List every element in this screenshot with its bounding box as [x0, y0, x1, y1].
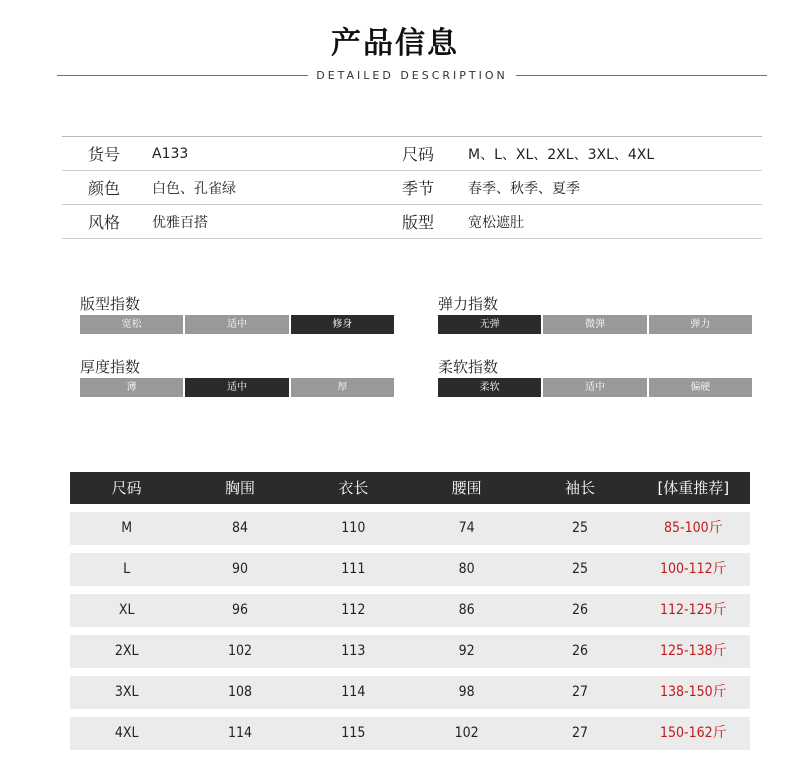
- fit-index-title: 版型指数: [80, 295, 141, 313]
- softness-option: 偏硬: [649, 378, 752, 397]
- table-cell: 115: [341, 725, 366, 741]
- elastic-index-title: 弹力指数: [438, 295, 499, 313]
- table-cell: 84: [231, 520, 248, 536]
- table-cell: 98: [458, 684, 475, 700]
- info-row: [62, 137, 762, 171]
- table-cell: 92: [458, 643, 475, 659]
- header-cell: 腰围: [451, 479, 482, 497]
- table-cell: 25: [571, 561, 588, 577]
- table-cell: 125-138斤: [659, 643, 727, 659]
- table-row: [70, 676, 750, 709]
- table-cell: 112: [341, 602, 366, 618]
- table-cell: 4XL: [114, 725, 139, 741]
- header-cell: 尺码: [111, 479, 142, 497]
- subtitle: DETAILED DESCRIPTION: [316, 68, 508, 82]
- table-cell: 26: [571, 643, 588, 659]
- elastic-option: 弹力: [649, 315, 752, 334]
- table-cell: 96: [231, 602, 248, 618]
- table-row: [70, 594, 750, 627]
- fit-index-bar: [80, 315, 394, 334]
- table-cell: 102: [454, 725, 479, 741]
- fit-option: 修身: [291, 315, 394, 334]
- table-cell: 27: [571, 725, 588, 741]
- info-label: 颜色: [88, 179, 121, 198]
- info-row: [62, 205, 762, 239]
- divider-left: [57, 75, 308, 76]
- table-cell: 3XL: [114, 684, 139, 700]
- info-row: [62, 171, 762, 205]
- info-cell: [62, 176, 402, 199]
- thickness-index-title: 厚度指数: [80, 358, 141, 376]
- info-label: 季节: [402, 179, 435, 198]
- elastic-index: [438, 293, 752, 334]
- table-cell: L: [123, 561, 131, 577]
- info-value: 宽松遮肚: [468, 214, 524, 231]
- table-cell: 113: [341, 643, 366, 659]
- info-label: 版型: [402, 213, 435, 232]
- info-cell: [62, 210, 402, 233]
- elastic-option: 无弹: [438, 315, 541, 334]
- info-value: M、L、XL、2XL、3XL、4XL: [468, 146, 655, 163]
- softness-option: 适中: [543, 378, 646, 397]
- softness-index: [438, 356, 752, 397]
- thickness-index-bar: [80, 378, 394, 397]
- thickness-index: [80, 356, 394, 397]
- table-cell: 100-112斤: [659, 561, 727, 577]
- info-value: A133: [152, 145, 189, 162]
- table-cell: M: [121, 520, 133, 536]
- thickness-option: 薄: [80, 378, 183, 397]
- table-cell: 138-150斤: [659, 684, 727, 700]
- table-row: [70, 553, 750, 586]
- table-cell: 114: [227, 725, 253, 741]
- table-row: [70, 635, 750, 668]
- page-title: 产品信息: [331, 26, 459, 61]
- table-cell: 26: [571, 602, 588, 618]
- fit-option: 宽松: [80, 315, 183, 334]
- table-cell: 114: [341, 684, 366, 700]
- header-cell: 袖长: [564, 479, 595, 497]
- softness-option: 柔软: [438, 378, 541, 397]
- info-label: 货号: [88, 145, 121, 164]
- table-cell: 86: [458, 602, 475, 618]
- info-cell: [62, 142, 402, 165]
- divider-right: [516, 75, 767, 76]
- elastic-option: 微弹: [543, 315, 646, 334]
- info-value: 春季、秋季、夏季: [468, 180, 580, 197]
- size-table: [70, 472, 750, 750]
- table-cell: 108: [227, 684, 253, 700]
- table-row: [70, 717, 750, 750]
- info-value: 优雅百搭: [152, 214, 208, 231]
- softness-index-bar: [438, 378, 752, 397]
- thickness-option: 适中: [185, 378, 288, 397]
- table-row: [70, 512, 750, 545]
- table-cell: 80: [458, 561, 475, 577]
- fit-option: 适中: [185, 315, 288, 334]
- thickness-option: 厚: [291, 378, 394, 397]
- table-cell: 110: [341, 520, 366, 536]
- table-cell: 27: [571, 684, 588, 700]
- product-info-table: [62, 136, 762, 239]
- table-cell: 150-162斤: [659, 725, 727, 741]
- header-cell: 衣长: [338, 479, 369, 497]
- info-cell: [402, 142, 762, 165]
- info-label: 风格: [88, 213, 121, 232]
- table-cell: 85-100斤: [664, 520, 723, 536]
- table-cell: 90: [231, 561, 248, 577]
- subtitle-row: [57, 67, 767, 83]
- header-cell: [体重推荐]: [657, 479, 730, 497]
- table-cell: 2XL: [114, 643, 139, 659]
- table-cell: XL: [118, 602, 135, 618]
- softness-index-title: 柔软指数: [438, 358, 499, 376]
- elastic-index-bar: [438, 315, 752, 334]
- size-table-header: [70, 472, 750, 504]
- table-cell: 102: [227, 643, 253, 659]
- info-value: 白色、孔雀绿: [152, 180, 236, 197]
- info-cell: [402, 210, 762, 233]
- table-cell: 25: [571, 520, 588, 536]
- header-cell: 胸围: [224, 479, 255, 497]
- info-label: 尺码: [402, 145, 435, 164]
- table-cell: 74: [458, 520, 475, 536]
- table-cell: 111: [341, 561, 366, 577]
- info-cell: [402, 176, 762, 199]
- fit-index: [80, 293, 394, 334]
- table-cell: 112-125斤: [659, 602, 727, 618]
- size-table-body: [70, 512, 750, 750]
